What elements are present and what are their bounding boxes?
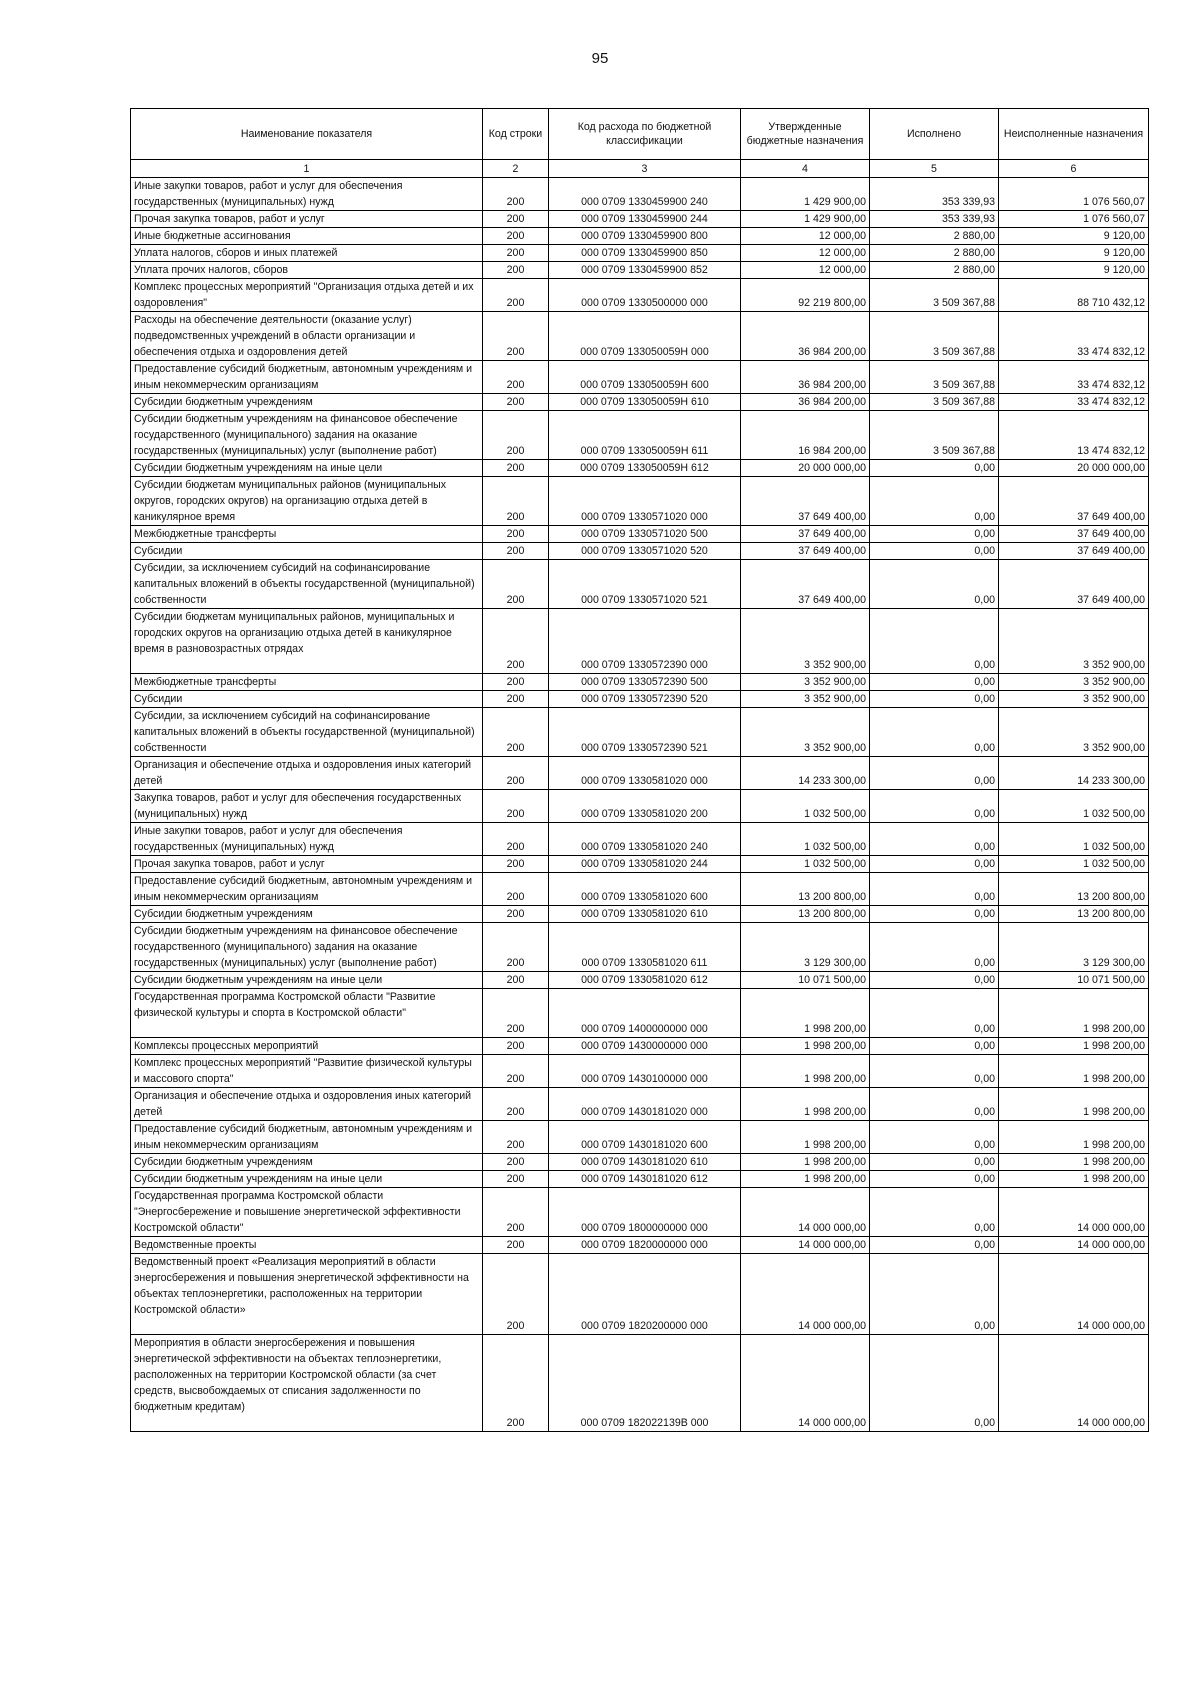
row-code-cell: 200 [483,1055,549,1088]
budget-code-cell: 000 0709 1330581020 240 [549,823,741,856]
row-code-cell: 200 [483,1171,549,1188]
row-code-cell: 200 [483,823,549,856]
budget-code-cell: 000 0709 1330459900 850 [549,245,741,262]
table-row [131,526,1149,543]
executed-amount-cell: 3 509 367,88 [870,361,999,394]
indicator-name-cell: Иные закупки товаров, работ и услуг для обеспечения государственных (муниципальных) нужд [131,178,483,211]
header-row-code: Код строки [483,109,549,160]
table-row [131,245,1149,262]
row-code-cell: 200 [483,361,549,394]
approved-amount-cell: 14 000 000,00 [741,1254,870,1335]
budget-code-cell: 000 0709 133050059Н 600 [549,361,741,394]
table-row [131,178,1149,211]
table-row [131,823,1149,856]
unexecuted-amount-cell: 1 998 200,00 [999,1088,1149,1121]
indicator-name-cell: Комплекс процессных мероприятий "Развитие физической культуры и массового спорта" [131,1055,483,1088]
indicator-name-cell: Уплата прочих налогов, сборов [131,262,483,279]
row-code-cell: 200 [483,245,549,262]
table-row [131,279,1149,312]
unexecuted-amount-cell: 1 032 500,00 [999,823,1149,856]
table-row [131,1188,1149,1237]
table-row [131,1254,1149,1335]
approved-amount-cell: 14 000 000,00 [741,1237,870,1254]
executed-amount-cell: 0,00 [870,1237,999,1254]
table-row [131,394,1149,411]
executed-amount-cell: 0,00 [870,1088,999,1121]
row-code-cell: 200 [483,526,549,543]
executed-amount-cell: 0,00 [870,477,999,526]
approved-amount-cell: 14 233 300,00 [741,757,870,790]
approved-amount-cell: 36 984 200,00 [741,361,870,394]
row-code-cell: 200 [483,609,549,674]
unexecuted-amount-cell: 14 000 000,00 [999,1335,1149,1432]
executed-amount-cell: 0,00 [870,674,999,691]
approved-amount-cell: 3 129 300,00 [741,923,870,972]
unexecuted-amount-cell: 3 352 900,00 [999,708,1149,757]
budget-code-cell: 000 0709 1330581020 600 [549,873,741,906]
approved-amount-cell: 92 219 800,00 [741,279,870,312]
approved-amount-cell: 36 984 200,00 [741,312,870,361]
executed-amount-cell: 0,00 [870,708,999,757]
unexecuted-amount-cell: 20 000 000,00 [999,460,1149,477]
column-number: 6 [999,160,1149,178]
indicator-name-cell: Субсидии, за исключением субсидий на софинансирование капитальных вложений в объекты государственной (муниципальной) собственности [131,560,483,609]
executed-amount-cell: 0,00 [870,790,999,823]
executed-amount-cell: 0,00 [870,873,999,906]
row-code-cell: 200 [483,178,549,211]
executed-amount-cell: 0,00 [870,1171,999,1188]
header-budget-code: Код расхода по бюджетной классификации [549,109,741,160]
indicator-name-cell: Мероприятия в области энергосбережения и повышения энергетической эффективности на объектах теплоэнергетики, расположенных на территории Костромской области (за счет средств, высвобождаемых от списания задолженности по бюджетным кредитам) [131,1335,483,1432]
executed-amount-cell: 0,00 [870,972,999,989]
indicator-name-cell: Комплекс процессных мероприятий "Организация отдыха детей и их оздоровления" [131,279,483,312]
unexecuted-amount-cell: 37 649 400,00 [999,477,1149,526]
row-code-cell: 200 [483,1188,549,1237]
unexecuted-amount-cell: 1 998 200,00 [999,1171,1149,1188]
table-row [131,873,1149,906]
approved-amount-cell: 1 998 200,00 [741,1088,870,1121]
budget-code-cell: 000 0709 1430181020 610 [549,1154,741,1171]
table-row [131,1154,1149,1171]
indicator-name-cell: Субсидии бюджетам муниципальных районов (муниципальных округов, городских округов) на организацию отдыха детей в каникулярное время [131,477,483,526]
budget-code-cell: 000 0709 1400000000 000 [549,989,741,1038]
indicator-name-cell: Государственная программа Костромской области "Энергосбережение и повышение энергетической эффективности Костромской области" [131,1188,483,1237]
budget-code-cell: 000 0709 1330500000 000 [549,279,741,312]
unexecuted-amount-cell: 3 352 900,00 [999,674,1149,691]
indicator-name-cell: Субсидии [131,691,483,708]
row-code-cell: 200 [483,1237,549,1254]
indicator-name-cell: Предоставление субсидий бюджетным, автономным учреждениям и иным некоммерческим организациям [131,873,483,906]
row-code-cell: 200 [483,411,549,460]
executed-amount-cell: 0,00 [870,1038,999,1055]
unexecuted-amount-cell: 1 998 200,00 [999,1154,1149,1171]
unexecuted-amount-cell: 10 071 500,00 [999,972,1149,989]
row-code-cell: 200 [483,989,549,1038]
indicator-name-cell: Субсидии бюджетным учреждениям [131,394,483,411]
executed-amount-cell: 3 509 367,88 [870,411,999,460]
table-row [131,1171,1149,1188]
unexecuted-amount-cell: 37 649 400,00 [999,560,1149,609]
unexecuted-amount-cell: 3 352 900,00 [999,609,1149,674]
table-row [131,609,1149,674]
approved-amount-cell: 36 984 200,00 [741,394,870,411]
row-code-cell: 200 [483,1038,549,1055]
unexecuted-amount-cell: 88 710 432,12 [999,279,1149,312]
unexecuted-amount-cell: 13 474 832,12 [999,411,1149,460]
unexecuted-amount-cell: 14 000 000,00 [999,1188,1149,1237]
unexecuted-amount-cell: 33 474 832,12 [999,361,1149,394]
executed-amount-cell: 0,00 [870,1335,999,1432]
unexecuted-amount-cell: 1 032 500,00 [999,856,1149,873]
column-number: 2 [483,160,549,178]
approved-amount-cell: 12 000,00 [741,228,870,245]
header-unexecuted: Неисполненные назначения [999,109,1149,160]
indicator-name-cell: Ведомственные проекты [131,1237,483,1254]
row-code-cell: 200 [483,790,549,823]
budget-code-cell: 000 0709 1430181020 612 [549,1171,741,1188]
executed-amount-cell: 3 509 367,88 [870,279,999,312]
executed-amount-cell: 0,00 [870,460,999,477]
row-code-cell: 200 [483,477,549,526]
approved-amount-cell: 20 000 000,00 [741,460,870,477]
unexecuted-amount-cell: 33 474 832,12 [999,312,1149,361]
column-number: 4 [741,160,870,178]
executed-amount-cell: 0,00 [870,1154,999,1171]
unexecuted-amount-cell: 9 120,00 [999,262,1149,279]
indicator-name-cell: Расходы на обеспечение деятельности (оказание услуг) подведомственных учреждений в области организации и обеспечения отдыха и оздоровления детей [131,312,483,361]
row-code-cell: 200 [483,757,549,790]
row-code-cell: 200 [483,906,549,923]
approved-amount-cell: 1 998 200,00 [741,1121,870,1154]
budget-code-cell: 000 0709 1330571020 520 [549,543,741,560]
indicator-name-cell: Субсидии [131,543,483,560]
table-row [131,1335,1149,1432]
table-row [131,1088,1149,1121]
column-number: 3 [549,160,741,178]
header-executed: Исполнено [870,109,999,160]
table-row [131,856,1149,873]
executed-amount-cell: 0,00 [870,823,999,856]
approved-amount-cell: 1 032 500,00 [741,790,870,823]
approved-amount-cell: 12 000,00 [741,262,870,279]
indicator-name-cell: Иные закупки товаров, работ и услуг для обеспечения государственных (муниципальных) нужд [131,823,483,856]
table-header-row [131,109,1149,160]
indicator-name-cell: Предоставление субсидий бюджетным, автономным учреждениям и иным некоммерческим организациям [131,1121,483,1154]
table-row [131,757,1149,790]
executed-amount-cell: 0,00 [870,757,999,790]
indicator-name-cell: Субсидии бюджетным учреждениям на иные цели [131,460,483,477]
row-code-cell: 200 [483,873,549,906]
unexecuted-amount-cell: 1 032 500,00 [999,790,1149,823]
budget-code-cell: 000 0709 1330459900 244 [549,211,741,228]
indicator-name-cell: Субсидии, за исключением субсидий на софинансирование капитальных вложений в объекты государственной (муниципальной) собственности [131,708,483,757]
budget-code-cell: 000 0709 1330581020 612 [549,972,741,989]
table-column-numbers-row [131,160,1149,178]
approved-amount-cell: 37 649 400,00 [741,477,870,526]
indicator-name-cell: Субсидии бюджетным учреждениям на финансовое обеспечение государственного (муниципального) задания на оказание государственных (муниципальных) услуг (выполнение работ) [131,411,483,460]
row-code-cell: 200 [483,279,549,312]
column-number: 5 [870,160,999,178]
budget-code-cell: 000 0709 1430181020 600 [549,1121,741,1154]
table-row [131,691,1149,708]
table-row [131,923,1149,972]
indicator-name-cell: Ведомственный проект «Реализация мероприятий в области энергосбережения и повышения энергетической эффективности на объектах теплоэнергетики, расположенных на территории Костромской области» [131,1254,483,1335]
row-code-cell: 200 [483,708,549,757]
executed-amount-cell: 0,00 [870,1188,999,1237]
unexecuted-amount-cell: 1 998 200,00 [999,1055,1149,1088]
approved-amount-cell: 1 998 200,00 [741,1038,870,1055]
budget-code-cell: 000 0709 1820000000 000 [549,1237,741,1254]
executed-amount-cell: 0,00 [870,989,999,1038]
indicator-name-cell: Межбюджетные трансферты [131,526,483,543]
approved-amount-cell: 37 649 400,00 [741,526,870,543]
unexecuted-amount-cell: 1 076 560,07 [999,211,1149,228]
table-body [131,178,1149,1432]
executed-amount-cell: 0,00 [870,923,999,972]
budget-code-cell: 000 0709 133050059Н 612 [549,460,741,477]
header-indicator-name: Наименование показателя [131,109,483,160]
indicator-name-cell: Иные бюджетные ассигнования [131,228,483,245]
row-code-cell: 200 [483,674,549,691]
budget-code-cell: 000 0709 1330572390 500 [549,674,741,691]
executed-amount-cell: 3 509 367,88 [870,394,999,411]
executed-amount-cell: 2 880,00 [870,245,999,262]
page-number: 95 [591,50,609,67]
budget-code-cell: 000 0709 1330581020 244 [549,856,741,873]
row-code-cell: 200 [483,1154,549,1171]
budget-code-cell: 000 0709 1800000000 000 [549,1188,741,1237]
executed-amount-cell: 0,00 [870,906,999,923]
row-code-cell: 200 [483,211,549,228]
row-code-cell: 200 [483,460,549,477]
budget-code-cell: 000 0709 133050059Н 000 [549,312,741,361]
approved-amount-cell: 16 984 200,00 [741,411,870,460]
unexecuted-amount-cell: 14 000 000,00 [999,1254,1149,1335]
executed-amount-cell: 353 339,93 [870,178,999,211]
table-row [131,989,1149,1038]
unexecuted-amount-cell: 1 998 200,00 [999,989,1149,1038]
table-row [131,1055,1149,1088]
row-code-cell: 200 [483,1121,549,1154]
unexecuted-amount-cell: 1 998 200,00 [999,1121,1149,1154]
row-code-cell: 200 [483,394,549,411]
indicator-name-cell: Закупка товаров, работ и услуг для обеспечения государственных (муниципальных) нужд [131,790,483,823]
table-row [131,460,1149,477]
executed-amount-cell: 0,00 [870,856,999,873]
row-code-cell: 200 [483,972,549,989]
approved-amount-cell: 37 649 400,00 [741,543,870,560]
table-row [131,228,1149,245]
approved-amount-cell: 14 000 000,00 [741,1335,870,1432]
row-code-cell: 200 [483,856,549,873]
table-row [131,790,1149,823]
approved-amount-cell: 1 998 200,00 [741,1171,870,1188]
unexecuted-amount-cell: 37 649 400,00 [999,526,1149,543]
indicator-name-cell: Организация и обеспечение отдыха и оздоровления иных категорий детей [131,757,483,790]
budget-code-cell: 000 0709 1330581020 000 [549,757,741,790]
table-row [131,674,1149,691]
row-code-cell: 200 [483,543,549,560]
table-row [131,1038,1149,1055]
executed-amount-cell: 353 339,93 [870,211,999,228]
unexecuted-amount-cell: 14 233 300,00 [999,757,1149,790]
budget-code-cell: 000 0709 182022139В 000 [549,1335,741,1432]
table-row [131,312,1149,361]
row-code-cell: 200 [483,228,549,245]
executed-amount-cell: 2 880,00 [870,262,999,279]
executed-amount-cell: 0,00 [870,1121,999,1154]
header-approved: Утвержденные бюджетные назначения [741,109,870,160]
indicator-name-cell: Организация и обеспечение отдыха и оздоровления иных категорий детей [131,1088,483,1121]
budget-code-cell: 000 0709 1330571020 500 [549,526,741,543]
unexecuted-amount-cell: 1 076 560,07 [999,178,1149,211]
approved-amount-cell: 3 352 900,00 [741,708,870,757]
budget-code-cell: 000 0709 1330581020 611 [549,923,741,972]
approved-amount-cell: 3 352 900,00 [741,609,870,674]
budget-code-cell: 000 0709 1330581020 200 [549,790,741,823]
table-row [131,361,1149,394]
indicator-name-cell: Субсидии бюджетным учреждениям [131,1154,483,1171]
row-code-cell: 200 [483,1088,549,1121]
approved-amount-cell: 1 032 500,00 [741,823,870,856]
approved-amount-cell: 3 352 900,00 [741,674,870,691]
table-row [131,477,1149,526]
approved-amount-cell: 3 352 900,00 [741,691,870,708]
indicator-name-cell: Субсидии бюджетам муниципальных районов, муниципальных и городских округов на организацию отдыха детей в каникулярное время в разновозрастных отрядах [131,609,483,674]
row-code-cell: 200 [483,1254,549,1335]
table-row [131,211,1149,228]
column-number: 1 [131,160,483,178]
budget-code-cell: 000 0709 1820200000 000 [549,1254,741,1335]
budget-code-cell: 000 0709 133050059Н 610 [549,394,741,411]
indicator-name-cell: Прочая закупка товаров, работ и услуг [131,211,483,228]
row-code-cell: 200 [483,312,549,361]
unexecuted-amount-cell: 14 000 000,00 [999,1237,1149,1254]
row-code-cell: 200 [483,923,549,972]
budget-code-cell: 000 0709 1330581020 610 [549,906,741,923]
executed-amount-cell: 0,00 [870,1254,999,1335]
executed-amount-cell: 0,00 [870,691,999,708]
approved-amount-cell: 1 429 900,00 [741,211,870,228]
unexecuted-amount-cell: 33 474 832,12 [999,394,1149,411]
budget-code-cell: 000 0709 1430000000 000 [549,1038,741,1055]
budget-code-cell: 000 0709 133050059Н 611 [549,411,741,460]
table-row [131,411,1149,460]
unexecuted-amount-cell: 9 120,00 [999,228,1149,245]
row-code-cell: 200 [483,262,549,279]
budget-execution-table [130,108,1149,1432]
table-row [131,1121,1149,1154]
approved-amount-cell: 1 998 200,00 [741,1055,870,1088]
unexecuted-amount-cell: 37 649 400,00 [999,543,1149,560]
table-row [131,543,1149,560]
indicator-name-cell: Субсидии бюджетным учреждениям на иные цели [131,1171,483,1188]
indicator-name-cell: Субсидии бюджетным учреждениям на финансовое обеспечение государственного (муниципального) задания на оказание государственных (муниципальных) услуг (выполнение работ) [131,923,483,972]
budget-code-cell: 000 0709 1430181020 000 [549,1088,741,1121]
row-code-cell: 200 [483,560,549,609]
approved-amount-cell: 1 429 900,00 [741,178,870,211]
unexecuted-amount-cell: 13 200 800,00 [999,906,1149,923]
unexecuted-amount-cell: 13 200 800,00 [999,873,1149,906]
table-row [131,262,1149,279]
unexecuted-amount-cell: 1 998 200,00 [999,1038,1149,1055]
executed-amount-cell: 0,00 [870,526,999,543]
indicator-name-cell: Субсидии бюджетным учреждениям на иные цели [131,972,483,989]
table-row [131,560,1149,609]
unexecuted-amount-cell: 3 352 900,00 [999,691,1149,708]
executed-amount-cell: 2 880,00 [870,228,999,245]
approved-amount-cell: 14 000 000,00 [741,1188,870,1237]
row-code-cell: 200 [483,1335,549,1432]
executed-amount-cell: 0,00 [870,543,999,560]
approved-amount-cell: 12 000,00 [741,245,870,262]
indicator-name-cell: Уплата налогов, сборов и иных платежей [131,245,483,262]
unexecuted-amount-cell: 3 129 300,00 [999,923,1149,972]
indicator-name-cell: Государственная программа Костромской области "Развитие физической культуры и спорта в Костромской области" [131,989,483,1038]
executed-amount-cell: 0,00 [870,609,999,674]
executed-amount-cell: 0,00 [870,1055,999,1088]
budget-code-cell: 000 0709 1330459900 800 [549,228,741,245]
table-row [131,906,1149,923]
approved-amount-cell: 1 998 200,00 [741,1154,870,1171]
indicator-name-cell: Предоставление субсидий бюджетным, автономным учреждениям и иным некоммерческим организациям [131,361,483,394]
budget-code-cell: 000 0709 1330459900 852 [549,262,741,279]
budget-code-cell: 000 0709 1430100000 000 [549,1055,741,1088]
budget-code-cell: 000 0709 1330571020 521 [549,560,741,609]
budget-code-cell: 000 0709 1330571020 000 [549,477,741,526]
approved-amount-cell: 13 200 800,00 [741,873,870,906]
row-code-cell: 200 [483,691,549,708]
budget-code-cell: 000 0709 1330572390 520 [549,691,741,708]
table-row [131,1237,1149,1254]
budget-code-cell: 000 0709 1330572390 000 [549,609,741,674]
executed-amount-cell: 0,00 [870,560,999,609]
indicator-name-cell: Комплексы процессных мероприятий [131,1038,483,1055]
budget-code-cell: 000 0709 1330572390 521 [549,708,741,757]
approved-amount-cell: 10 071 500,00 [741,972,870,989]
approved-amount-cell: 13 200 800,00 [741,906,870,923]
approved-amount-cell: 1 032 500,00 [741,856,870,873]
indicator-name-cell: Субсидии бюджетным учреждениям [131,906,483,923]
budget-code-cell: 000 0709 1330459900 240 [549,178,741,211]
unexecuted-amount-cell: 9 120,00 [999,245,1149,262]
approved-amount-cell: 1 998 200,00 [741,989,870,1038]
executed-amount-cell: 3 509 367,88 [870,312,999,361]
approved-amount-cell: 37 649 400,00 [741,560,870,609]
table-row [131,708,1149,757]
table-row [131,972,1149,989]
indicator-name-cell: Прочая закупка товаров, работ и услуг [131,856,483,873]
indicator-name-cell: Межбюджетные трансферты [131,674,483,691]
